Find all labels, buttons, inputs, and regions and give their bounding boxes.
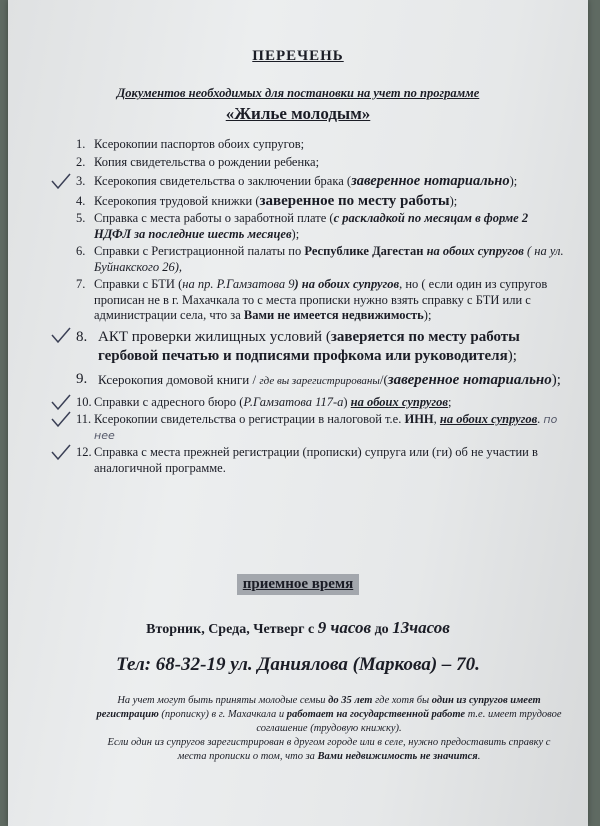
item-emphasis: заверяется по месту работы гербовой печатью и подписями профкома или руководителя bbox=[98, 328, 520, 364]
item-text: Справки с Регистрационной палаты по bbox=[94, 244, 305, 258]
handwritten-check-icon bbox=[50, 172, 72, 190]
item-emphasis: заверенное нотариально bbox=[351, 173, 510, 189]
documents-list bbox=[76, 137, 564, 478]
document-sheet bbox=[8, 0, 588, 826]
item-text: Копия свидетельства о рождении ребенка; bbox=[94, 154, 320, 169]
note-emphasis: до 35 лет bbox=[328, 695, 373, 706]
item-number: 4. bbox=[76, 193, 86, 208]
item-emphasis: Вами не имеется недвижимость bbox=[243, 308, 424, 322]
item-emphasis: на обоих супругов bbox=[423, 244, 524, 258]
item-number: 6. bbox=[76, 244, 86, 258]
list-item bbox=[76, 445, 564, 476]
schedule-days: Вторник, Среда, Четверг с bbox=[146, 622, 318, 637]
list-item bbox=[76, 395, 564, 411]
schedule-from: 9 часов bbox=[317, 618, 372, 637]
item-text-tail: ); bbox=[449, 193, 458, 208]
contact-phone-address: Тел: 68-32-19 ул. Даниялова (Маркова) – 70. bbox=[116, 654, 480, 675]
item-text-tail: , bbox=[433, 412, 440, 426]
item-italic: где вы зарегистрированы bbox=[259, 374, 380, 387]
item-text-tail: ( на ул. Буйнакского 26), bbox=[94, 244, 564, 274]
item-text: Ксерокопии паспортов обоих супругов; bbox=[94, 137, 305, 151]
footnote bbox=[94, 694, 564, 764]
note-text: . bbox=[477, 751, 481, 762]
item-text: Ксерокопия трудовой книжки ( bbox=[94, 193, 260, 208]
schedule bbox=[8, 618, 588, 638]
item-text: Ксерокопии свидетельства о регистрации в налоговой т.е. bbox=[94, 412, 405, 426]
list-item bbox=[76, 194, 564, 210]
item-number: 10. bbox=[76, 394, 92, 409]
item-text: Справки с БТИ ( bbox=[94, 277, 183, 291]
item-text: Справка с места прежней регистрации (прописки) супруга или (ги) об не участии в аналогичной программе. bbox=[94, 445, 538, 475]
note-emphasis: один из супругов имеет регистрацию bbox=[96, 695, 541, 720]
note-text: (прописку) в г. Махачкала и bbox=[158, 709, 287, 720]
reception-label: приемное время bbox=[237, 574, 360, 595]
item-text-tail: ); bbox=[291, 226, 300, 241]
item-number: 2. bbox=[76, 154, 86, 169]
handwritten-check-icon bbox=[50, 443, 72, 461]
handwritten-check-icon bbox=[50, 326, 72, 344]
item-text-tail: . bbox=[537, 412, 541, 426]
item-number: 12. bbox=[76, 445, 92, 459]
program-name: «Жилье молодым» bbox=[225, 104, 371, 123]
item-italic: на пр. Р.Гамзатова 9 bbox=[182, 277, 295, 291]
note-emphasis: Вами недвижимость не значится bbox=[317, 751, 478, 762]
item-emphasis: Республике Дагестан bbox=[304, 244, 424, 258]
item-emphasis: ИНН bbox=[404, 412, 434, 426]
list-item bbox=[76, 412, 564, 443]
schedule-to: 13часов bbox=[392, 618, 450, 637]
item-text: Справки с адресного бюро ( bbox=[94, 394, 244, 409]
handwritten-check-icon bbox=[50, 410, 72, 428]
item-text-tail: , но ( если один из супругов прописан не в г. Махачкала то с места прописки нужно взять справку с БТИ или с администрации села, что за bbox=[94, 277, 548, 322]
list-item bbox=[76, 137, 564, 153]
item-emphasis: заверенное по месту работы bbox=[259, 192, 450, 209]
item-text-tail: ); bbox=[507, 347, 517, 364]
item-emphasis: на обоих супругов bbox=[439, 412, 538, 426]
list-item bbox=[76, 370, 564, 391]
item-number: 8. bbox=[76, 328, 88, 345]
item-text: Ксерокопия свидетельства о заключении брака ( bbox=[94, 174, 352, 188]
note-text: где хотя бы bbox=[372, 695, 432, 706]
note-emphasis: работает на государственной работе bbox=[286, 709, 466, 720]
item-text-tail: ); bbox=[551, 371, 561, 388]
note-text: На учет могут быть приняты молодые семьи bbox=[117, 695, 329, 706]
schedule-mid: до bbox=[371, 622, 393, 637]
item-number: 1. bbox=[76, 137, 86, 151]
list-item bbox=[76, 155, 564, 171]
item-emphasis: ) на обоих супругов bbox=[294, 277, 400, 291]
item-emphasis: на обоих супругов bbox=[350, 394, 448, 409]
list-item bbox=[76, 174, 564, 190]
note-text: т.е. имеет трудовое соглашение (трудовую книжку). bbox=[256, 709, 562, 734]
list-item bbox=[76, 211, 564, 242]
item-text: АКТ проверки жилищных условий ( bbox=[98, 328, 331, 345]
item-emphasis: заверенное нотариально bbox=[387, 371, 552, 388]
item-number: 3. bbox=[76, 174, 86, 188]
list-item bbox=[76, 277, 564, 324]
handwritten-check-icon bbox=[50, 393, 72, 411]
item-italic: Р.Гамзатова 117-а bbox=[243, 394, 344, 409]
item-text-tail: ); bbox=[509, 174, 518, 188]
item-text-tail: ); bbox=[423, 308, 432, 322]
item-number: 5. bbox=[76, 211, 86, 225]
item-number: 9. bbox=[76, 370, 88, 387]
note-text: Если один из супругов зарегистрирован в другом городе или в селе, нужно предоставить справку с места прописки о том, что за bbox=[107, 737, 551, 762]
item-emphasis: с раскладкой по месяцам в форме 2 НДФЛ за последние шесть месяцев bbox=[94, 211, 529, 241]
list-item bbox=[76, 244, 564, 275]
item-text-tail: /( bbox=[379, 371, 388, 387]
item-text-tail: ; bbox=[447, 394, 452, 409]
item-text: Ксерокопия домовой книги / bbox=[98, 371, 260, 387]
handwritten-note: по нее bbox=[94, 413, 558, 442]
item-number: 11. bbox=[76, 412, 92, 426]
item-text-tail: ) bbox=[343, 394, 351, 409]
reception-time-heading bbox=[8, 574, 588, 595]
document-title: ПЕРЕЧЕНЬ bbox=[252, 48, 344, 64]
document-subtitle: Документов необходимых для постановки на учет по программе bbox=[116, 86, 480, 100]
list-item bbox=[76, 328, 564, 366]
item-text: Справка с места работы о заработной плате ( bbox=[94, 211, 334, 225]
item-number: 7. bbox=[76, 277, 86, 291]
